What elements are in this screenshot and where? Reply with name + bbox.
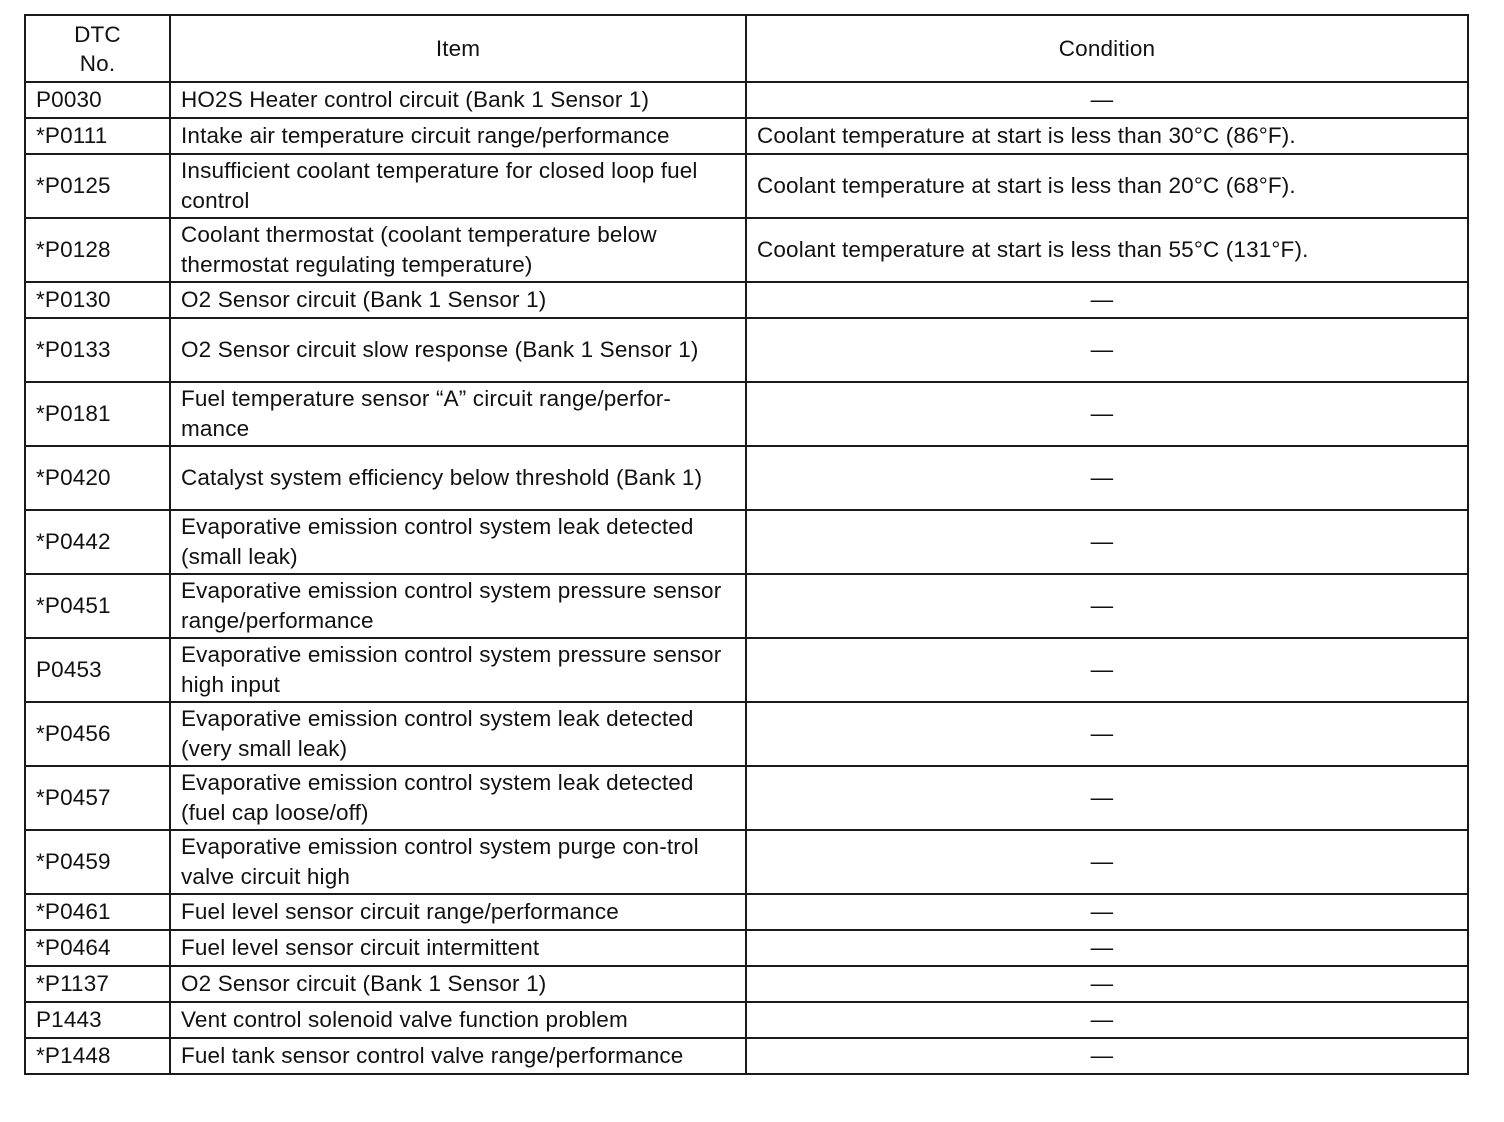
dtc-condition: — xyxy=(746,282,1468,318)
dtc-item: Vent control solenoid valve function problem xyxy=(170,1002,746,1038)
dtc-code: *P1448 xyxy=(25,1038,170,1074)
dtc-item: Evaporative emission control system leak detected (very small leak) xyxy=(170,702,746,766)
table-row xyxy=(25,154,1468,218)
dtc-condition: — xyxy=(746,1002,1468,1038)
table-header-row xyxy=(25,15,1468,82)
dtc-code: *P0133 xyxy=(25,318,170,382)
dtc-code: *P0456 xyxy=(25,702,170,766)
dtc-item: Catalyst system efficiency below threshold (Bank 1) xyxy=(170,446,746,510)
dtc-condition: — xyxy=(746,766,1468,830)
dtc-item: Fuel tank sensor control valve range/performance xyxy=(170,1038,746,1074)
dtc-code: *P0459 xyxy=(25,830,170,894)
dtc-item: Fuel temperature sensor “A” circuit range/perfor-mance xyxy=(170,382,746,446)
dtc-condition: Coolant temperature at start is less than 30°C (86°F). xyxy=(746,118,1468,154)
dtc-item: O2 Sensor circuit (Bank 1 Sensor 1) xyxy=(170,966,746,1002)
table-row xyxy=(25,766,1468,830)
table-row xyxy=(25,382,1468,446)
dtc-item: Insufficient coolant temperature for closed loop fuel control xyxy=(170,154,746,218)
dtc-code: *P0451 xyxy=(25,574,170,638)
table-row xyxy=(25,218,1468,282)
dtc-condition: — xyxy=(746,1038,1468,1074)
table-row xyxy=(25,318,1468,382)
header-dtc-no: DTC No. xyxy=(25,15,170,82)
table-row xyxy=(25,830,1468,894)
table-row xyxy=(25,702,1468,766)
dtc-code: *P0125 xyxy=(25,154,170,218)
dtc-condition: — xyxy=(746,894,1468,930)
header-item: Item xyxy=(170,15,746,82)
table-row xyxy=(25,966,1468,1002)
dtc-item: Evaporative emission control system leak detected (small leak) xyxy=(170,510,746,574)
dtc-condition: Coolant temperature at start is less than 55°C (131°F). xyxy=(746,218,1468,282)
dtc-item: Evaporative emission control system pressure sensor range/performance xyxy=(170,574,746,638)
dtc-condition: — xyxy=(746,830,1468,894)
table-row xyxy=(25,510,1468,574)
dtc-item: O2 Sensor circuit slow response (Bank 1 Sensor 1) xyxy=(170,318,746,382)
dtc-condition: — xyxy=(746,510,1468,574)
dtc-code: *P0461 xyxy=(25,894,170,930)
dtc-code: *P0464 xyxy=(25,930,170,966)
dtc-item: Fuel level sensor circuit range/performance xyxy=(170,894,746,930)
dtc-item: Fuel level sensor circuit intermittent xyxy=(170,930,746,966)
dtc-code: P0453 xyxy=(25,638,170,702)
dtc-item: HO2S Heater control circuit (Bank 1 Sensor 1) xyxy=(170,82,746,118)
table-row xyxy=(25,1002,1468,1038)
dtc-code: *P1137 xyxy=(25,966,170,1002)
dtc-code: *P0111 xyxy=(25,118,170,154)
dtc-condition: — xyxy=(746,382,1468,446)
table-row xyxy=(25,638,1468,702)
dtc-table xyxy=(24,14,1469,1075)
dtc-code: P0030 xyxy=(25,82,170,118)
table-row xyxy=(25,1038,1468,1074)
dtc-code: *P0181 xyxy=(25,382,170,446)
dtc-condition: — xyxy=(746,702,1468,766)
header-condition: Condition xyxy=(746,15,1468,82)
dtc-code: *P0420 xyxy=(25,446,170,510)
dtc-item: Evaporative emission control system leak detected (fuel cap loose/off) xyxy=(170,766,746,830)
dtc-item: Coolant thermostat (coolant temperature below thermostat regulating temperature) xyxy=(170,218,746,282)
dtc-condition: — xyxy=(746,574,1468,638)
dtc-condition: — xyxy=(746,82,1468,118)
dtc-item: Evaporative emission control system pressure sensor high input xyxy=(170,638,746,702)
dtc-condition: — xyxy=(746,446,1468,510)
dtc-condition: — xyxy=(746,318,1468,382)
dtc-code: *P0457 xyxy=(25,766,170,830)
dtc-item: O2 Sensor circuit (Bank 1 Sensor 1) xyxy=(170,282,746,318)
table-row xyxy=(25,574,1468,638)
dtc-code: *P0130 xyxy=(25,282,170,318)
dtc-item: Intake air temperature circuit range/performance xyxy=(170,118,746,154)
table-row xyxy=(25,282,1468,318)
dtc-code: P1443 xyxy=(25,1002,170,1038)
table-row xyxy=(25,446,1468,510)
table-row xyxy=(25,118,1468,154)
dtc-condition: — xyxy=(746,638,1468,702)
dtc-item: Evaporative emission control system purge con-trol valve circuit high xyxy=(170,830,746,894)
dtc-condition: — xyxy=(746,966,1468,1002)
dtc-code: *P0128 xyxy=(25,218,170,282)
dtc-code: *P0442 xyxy=(25,510,170,574)
table-row xyxy=(25,82,1468,118)
table-row xyxy=(25,894,1468,930)
dtc-condition: — xyxy=(746,930,1468,966)
table-row xyxy=(25,930,1468,966)
dtc-condition: Coolant temperature at start is less than 20°C (68°F). xyxy=(746,154,1468,218)
